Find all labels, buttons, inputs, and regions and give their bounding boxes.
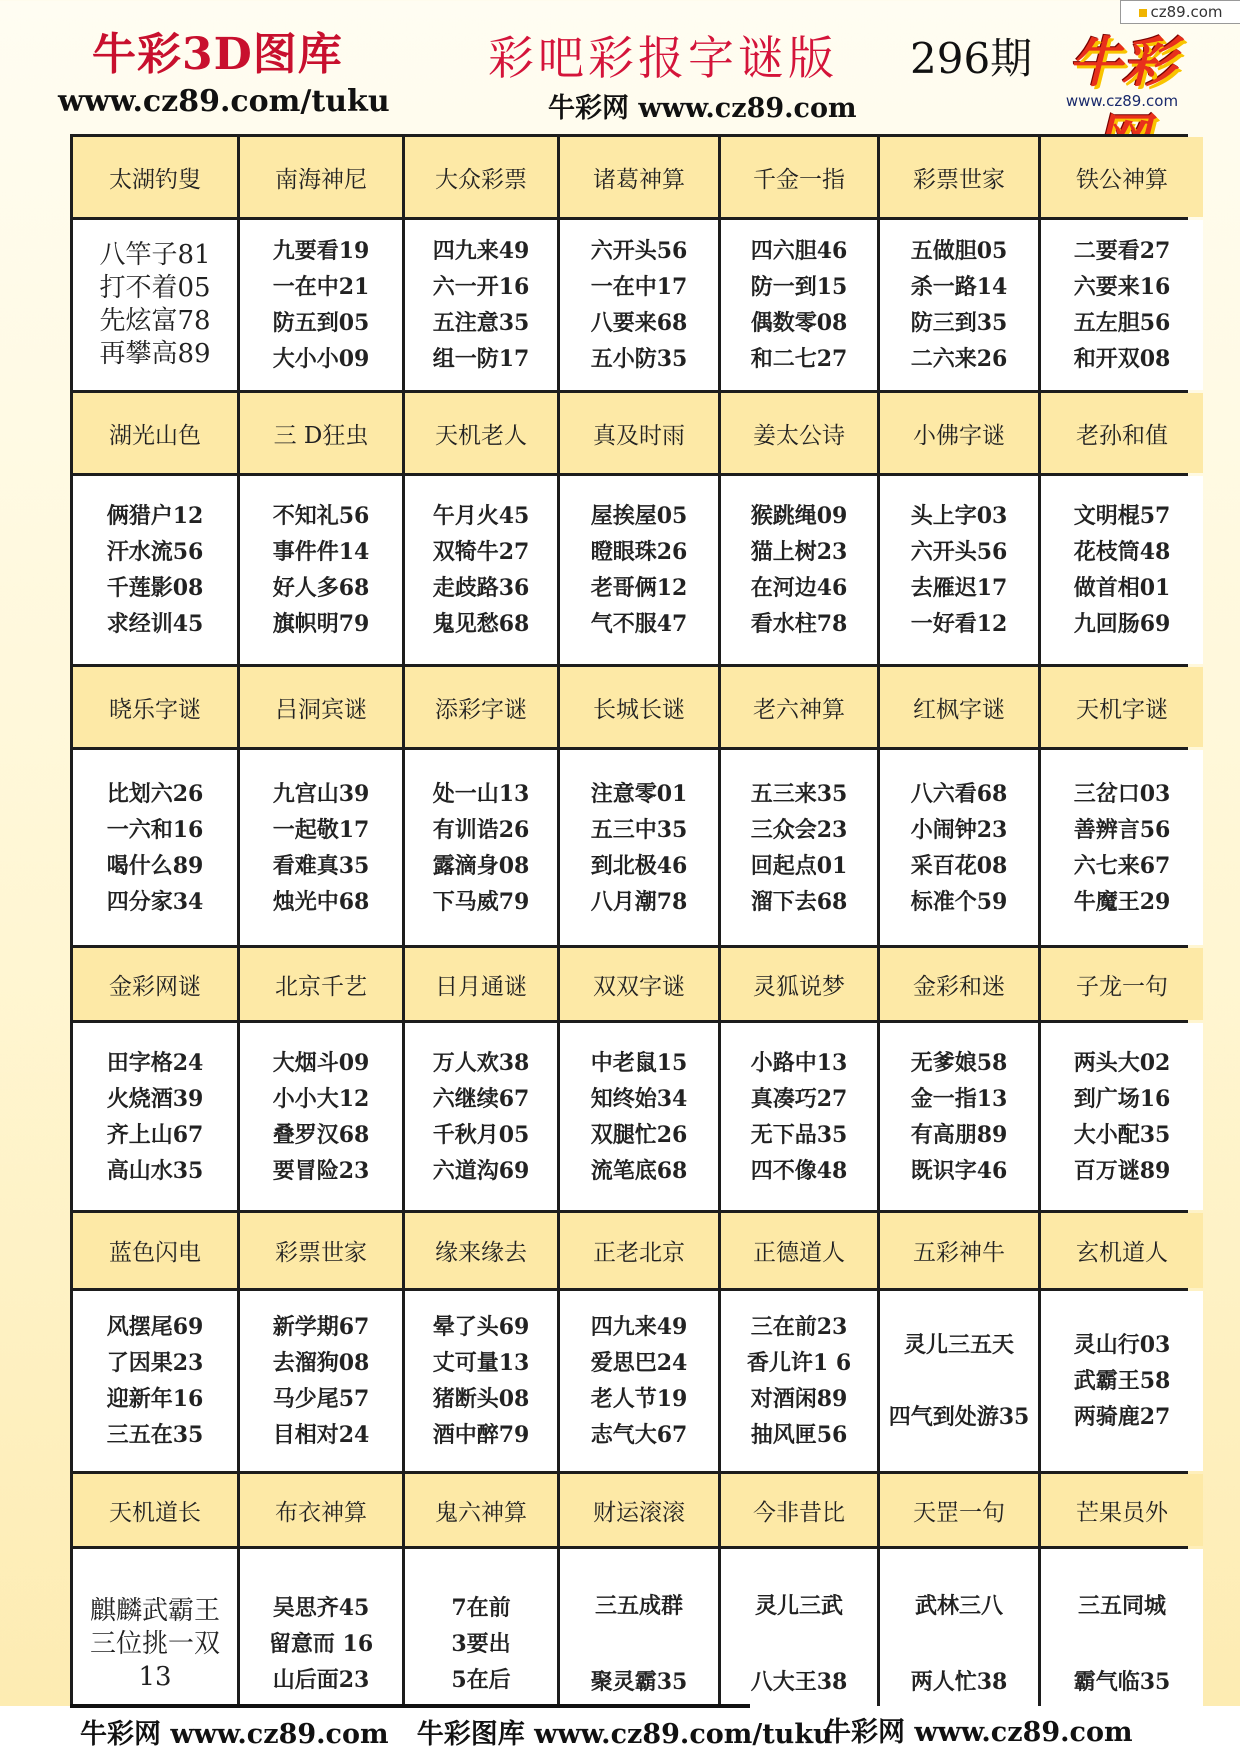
riddle-line: 标准个59 [910, 888, 1008, 915]
column-header: 日月通谜 [405, 948, 557, 1020]
riddle-cell [405, 1291, 557, 1471]
riddle-line: 双腿忙26 [590, 1121, 688, 1148]
riddle-line: 灵儿三五天 [903, 1332, 1014, 1358]
riddle-line: 六继续67 [432, 1085, 530, 1112]
column-header: 五彩神牛 [880, 1213, 1038, 1288]
riddle-line: 四不像48 [750, 1157, 848, 1184]
corner-badge-text: cz89.com [1150, 3, 1223, 21]
riddle-line: 抽风匣56 [750, 1422, 848, 1448]
riddle-line: 到广场16 [1073, 1085, 1171, 1112]
riddle-line: 中老鼠15 [590, 1049, 688, 1076]
column-header: 老六神算 [721, 667, 877, 747]
riddle-cell [1041, 750, 1203, 945]
site-url[interactable]: 牛彩网 www.cz89.com [548, 93, 857, 124]
column-header: 财运滚滚 [560, 1474, 718, 1546]
riddle-line: 再攀高89 [99, 339, 211, 369]
riddle-line: 新学期67 [272, 1314, 370, 1340]
riddle-line: 文明棍57 [1073, 503, 1171, 529]
riddle-line: 志气大67 [590, 1422, 688, 1448]
riddle-line: 注意零01 [590, 780, 688, 807]
issue-number: 296期 [910, 34, 1033, 83]
riddle-line: 无下品35 [750, 1121, 848, 1148]
riddle-cell [721, 1291, 877, 1471]
riddle-line: 两骑鹿27 [1073, 1404, 1171, 1430]
riddle-cell [73, 1291, 237, 1471]
riddle-line: 灵山行03 [1073, 1332, 1171, 1358]
riddle-line: 六道沟69 [432, 1157, 530, 1184]
edition-title: 彩吧彩报字谜版 [488, 31, 838, 85]
column-header: 天机字谜 [1041, 667, 1203, 747]
riddle-line: 千秋月05 [432, 1121, 530, 1148]
riddle-cell [721, 220, 877, 390]
riddle-line: 求经训45 [106, 611, 204, 637]
column-header: 晓乐字谜 [73, 667, 237, 747]
riddle-line: 万人欢38 [432, 1049, 530, 1076]
riddle-cell [1041, 476, 1203, 664]
footer-divider [70, 1704, 750, 1708]
column-header: 姜太公诗 [721, 393, 877, 473]
riddle-line: 杀一路14 [910, 274, 1008, 300]
riddle-line: 组一防17 [432, 346, 530, 372]
riddle-line: 四六胆46 [750, 238, 848, 264]
riddle-table [70, 134, 1188, 1712]
column-header: 太湖钓叟 [73, 137, 237, 217]
column-header: 天罡一句 [880, 1474, 1038, 1546]
riddle-line: 八大王38 [750, 1668, 848, 1695]
riddle-line: 三岔口03 [1073, 780, 1171, 807]
column-header: 玄机道人 [1041, 1213, 1203, 1288]
column-header: 老孙和值 [1041, 393, 1203, 473]
riddle-line: 对酒闲89 [750, 1386, 848, 1412]
column-header: 蓝色闪电 [73, 1213, 237, 1288]
column-header: 正德道人 [721, 1213, 877, 1288]
riddle-line: 晕了头69 [432, 1314, 530, 1340]
riddle-line: 老人节19 [590, 1386, 688, 1412]
column-header: 北京千艺 [240, 948, 402, 1020]
riddle-line: 5在后 [451, 1667, 511, 1693]
riddle-line: 事件件14 [272, 539, 370, 565]
column-header: 千金一指 [721, 137, 877, 217]
riddle-line: 高山水35 [106, 1157, 204, 1184]
column-header: 铁公神算 [1041, 137, 1203, 217]
riddle-line: 聚灵霸35 [590, 1668, 688, 1695]
riddle-line: 先炫富78 [99, 306, 211, 336]
riddle-line: 大烟斗09 [272, 1049, 370, 1076]
riddle-line: 真凑巧27 [750, 1085, 848, 1112]
riddle-line: 八竿子81 [99, 240, 211, 270]
riddle-line: 老哥俩12 [590, 575, 688, 601]
column-header: 天机道长 [73, 1474, 237, 1546]
riddle-line: 四九来49 [590, 1314, 688, 1340]
riddle-line: 二要看27 [1073, 238, 1171, 264]
riddle-line: 两人忙38 [910, 1668, 1008, 1695]
riddle-line: 头上字03 [910, 503, 1008, 529]
riddle-line: 溜下去68 [750, 888, 848, 915]
riddle-line: 一好看12 [910, 611, 1008, 637]
riddle-line: 要冒险23 [272, 1157, 370, 1184]
riddle-line: 六一开16 [432, 274, 530, 300]
column-header: 南海神尼 [240, 137, 402, 217]
riddle-cell [560, 750, 718, 945]
riddle-line: 打不着05 [99, 273, 211, 303]
riddle-cell [240, 750, 402, 945]
riddle-line: 大小配35 [1073, 1121, 1171, 1148]
riddle-cell [405, 1023, 557, 1210]
column-header: 金彩网谜 [73, 948, 237, 1020]
riddle-line: 猫上树23 [750, 539, 848, 565]
riddle-line: 武霸王58 [1073, 1368, 1171, 1394]
column-header: 子龙一句 [1041, 948, 1203, 1020]
riddle-line: 和开双08 [1073, 346, 1171, 372]
riddle-line: 7在前 [451, 1595, 511, 1621]
riddle-line: 防五到05 [272, 310, 370, 336]
column-header: 灵狐说梦 [721, 948, 877, 1020]
riddle-line: 一起敬17 [272, 816, 370, 843]
riddle-line: 齐上山67 [106, 1121, 204, 1148]
footer-right-link[interactable]: 牛彩网 www.cz89.com [824, 1717, 1133, 1748]
riddle-line: 风摆尾69 [106, 1314, 204, 1340]
riddle-line: 五小防35 [590, 346, 688, 372]
riddle-line: 一在中21 [272, 274, 370, 300]
riddle-line: 防三到35 [910, 310, 1008, 336]
riddle-cell [880, 750, 1038, 945]
riddle-line: 和二七27 [750, 346, 848, 372]
column-header: 长城长谜 [560, 667, 718, 747]
column-header: 红枫字谜 [880, 667, 1038, 747]
riddle-line: 善辨言56 [1073, 816, 1171, 843]
riddle-line: 好人多68 [272, 575, 370, 601]
column-header: 今非昔比 [721, 1474, 877, 1546]
riddle-line: 回起点01 [750, 852, 848, 879]
riddle-line: 四九来49 [432, 238, 530, 264]
riddle-cell [405, 220, 557, 390]
riddle-line: 做首相01 [1073, 575, 1171, 601]
riddle-line: 五注意35 [432, 310, 530, 336]
riddle-line: 下马威79 [432, 888, 530, 915]
riddle-line: 八月潮78 [590, 888, 688, 915]
riddle-line: 双犄牛27 [432, 539, 530, 565]
riddle-line: 3要出 [451, 1631, 511, 1657]
riddle-line: 牛魔王29 [1073, 888, 1171, 915]
column-header: 彩票世家 [240, 1213, 402, 1288]
riddle-line: 叠罗汉68 [272, 1121, 370, 1148]
riddle-cell [880, 220, 1038, 390]
riddle-cell [1041, 220, 1203, 390]
riddle-line: 留意而 16 [268, 1631, 374, 1657]
riddle-line: 三五在35 [106, 1422, 204, 1448]
corner-badge[interactable] [1120, 0, 1240, 24]
riddle-line: 香儿许1 6 [746, 1350, 852, 1376]
riddle-line: 爱思巴24 [590, 1350, 688, 1376]
riddle-line: 比划六26 [106, 780, 204, 807]
riddle-line: 六七来67 [1073, 852, 1171, 879]
riddle-line: 九宫山39 [272, 780, 370, 807]
column-header: 天机老人 [405, 393, 557, 473]
riddle-cell [880, 476, 1038, 664]
riddle-line: 防一到15 [750, 274, 848, 300]
riddle-line: 二六来26 [910, 346, 1008, 372]
riddle-line: 九回肠69 [1073, 611, 1171, 637]
column-header: 吕洞宾谜 [240, 667, 402, 747]
riddle-cell [1041, 1023, 1203, 1210]
riddle-line: 三在前23 [750, 1314, 848, 1340]
riddle-line: 在河边46 [750, 575, 848, 601]
riddle-line: 田字格24 [106, 1049, 204, 1076]
riddle-line: 吴思齐45 [272, 1595, 370, 1621]
column-header: 芒果员外 [1041, 1474, 1203, 1546]
riddle-line: 知终始34 [590, 1085, 688, 1112]
riddle-line: 猴跳绳09 [750, 503, 848, 529]
column-header: 彩票世家 [880, 137, 1038, 217]
riddle-line: 九要看19 [272, 238, 370, 264]
riddle-line: 有训诰26 [432, 816, 530, 843]
riddle-cell [560, 1023, 718, 1210]
riddle-line: 去溜狗08 [272, 1350, 370, 1376]
column-header: 双双字谜 [560, 948, 718, 1020]
riddle-cell [405, 750, 557, 945]
riddle-line: 走歧路36 [432, 575, 530, 601]
riddle-line: 五左胆56 [1073, 310, 1171, 336]
riddle-cell [1041, 1291, 1203, 1471]
riddle-line: 无爹娘58 [910, 1049, 1008, 1076]
riddle-line: 露滴身08 [432, 852, 530, 879]
column-header: 真及时雨 [560, 393, 718, 473]
riddle-line: 五三中35 [590, 816, 688, 843]
column-header: 添彩字谜 [405, 667, 557, 747]
column-header: 正老北京 [560, 1213, 718, 1288]
riddle-line: 马少尾57 [272, 1386, 370, 1412]
riddle-cell [721, 750, 877, 945]
logo-url: www.cz89.com [1065, 92, 1179, 110]
riddle-line: 小路中13 [750, 1049, 848, 1076]
column-header: 诸葛神算 [560, 137, 718, 217]
riddle-line: 四气到处游35 [888, 1404, 1030, 1430]
column-header: 大众彩票 [405, 137, 557, 217]
riddle-line: 烛光中68 [272, 888, 370, 915]
riddle-cell [73, 220, 237, 390]
riddle-line: 汗水流56 [106, 539, 204, 565]
column-header: 湖光山色 [73, 393, 237, 473]
riddle-cell [560, 1291, 718, 1471]
riddle-line: 六开头56 [590, 238, 688, 264]
riddle-cell [721, 1023, 877, 1210]
brand-url[interactable]: www.cz89.com/tuku [58, 84, 390, 119]
riddle-line: 百万谜89 [1073, 1157, 1171, 1184]
riddle-line: 火烧酒39 [106, 1085, 204, 1112]
riddle-line: 四分家34 [106, 888, 204, 915]
riddle-line: 武林三八 [914, 1593, 1003, 1620]
riddle-line: 五做胆05 [910, 238, 1008, 264]
site-logo [1042, 20, 1202, 116]
riddle-line: 处一山13 [432, 780, 530, 807]
riddle-line: 丈可量13 [432, 1350, 530, 1376]
riddle-line: 小小大12 [272, 1085, 370, 1112]
riddle-cell [73, 1023, 237, 1210]
riddle-line: 迎新年16 [106, 1386, 204, 1412]
riddle-line: 13 [138, 1661, 172, 1692]
riddle-cell [560, 220, 718, 390]
riddle-line: 一六和16 [106, 816, 204, 843]
riddle-line: 午月火45 [432, 503, 530, 529]
riddle-line: 看难真35 [272, 852, 370, 879]
riddle-line: 去雁迟17 [910, 575, 1008, 601]
riddle-line: 灵儿三武 [754, 1593, 843, 1620]
column-header: 三 D狂虫 [240, 393, 402, 473]
riddle-line: 小闹钟23 [910, 816, 1008, 843]
riddle-cell [880, 1291, 1038, 1471]
riddle-line: 山后面23 [272, 1667, 370, 1693]
riddle-cell [560, 476, 718, 664]
riddle-line: 偶数零08 [750, 310, 848, 336]
riddle-cell [240, 476, 402, 664]
riddle-line: 旗帜明79 [272, 611, 370, 637]
page-header [0, 0, 1240, 130]
riddle-line: 六要来16 [1073, 274, 1171, 300]
riddle-line: 两头大02 [1073, 1049, 1171, 1076]
column-header: 鬼六神算 [405, 1474, 557, 1546]
riddle-line: 五三来35 [750, 780, 848, 807]
riddle-line: 三位挑一双 [89, 1628, 220, 1659]
riddle-cell [240, 1291, 402, 1471]
riddle-line: 了因果23 [106, 1350, 204, 1376]
riddle-cell [240, 220, 402, 390]
footer-left-links[interactable]: 牛彩网 www.cz89.com 牛彩图库 www.cz89.com/tuku [80, 1719, 833, 1750]
riddle-line: 瞪眼珠26 [590, 539, 688, 565]
riddle-line: 花枝筒48 [1073, 539, 1171, 565]
riddle-cell [721, 476, 877, 664]
riddle-line: 目相对24 [272, 1422, 370, 1448]
riddle-line: 三众会23 [750, 816, 848, 843]
riddle-line: 三五成群 [594, 1593, 683, 1620]
brand-title: 牛彩3D图库 [92, 29, 343, 80]
riddle-cell [405, 476, 557, 664]
riddle-line: 六开头56 [910, 539, 1008, 565]
logo-text: 牛彩 [1068, 30, 1176, 94]
riddle-cell [73, 750, 237, 945]
column-header: 缘来缘去 [405, 1213, 557, 1288]
riddle-line: 俩猎户12 [106, 503, 204, 529]
riddle-line: 霸气临35 [1073, 1668, 1171, 1695]
riddle-line: 不知礼56 [272, 503, 370, 529]
riddle-line: 有高朋89 [910, 1121, 1008, 1148]
riddle-line: 到北极46 [590, 852, 688, 879]
riddle-line: 酒中醉79 [432, 1422, 530, 1448]
riddle-line: 屋挨屋05 [590, 503, 688, 529]
column-header: 金彩和迷 [880, 948, 1038, 1020]
riddle-line: 看水柱78 [750, 611, 848, 637]
riddle-line: 鬼见愁68 [432, 611, 530, 637]
riddle-line: 猪断头08 [432, 1386, 530, 1412]
riddle-cell [73, 476, 237, 664]
riddle-line: 三五同城 [1077, 1593, 1166, 1620]
riddle-cell [880, 1023, 1038, 1210]
riddle-line: 流笔底68 [590, 1157, 688, 1184]
riddle-line: 采百花08 [910, 852, 1008, 879]
column-header: 小佛字谜 [880, 393, 1038, 473]
riddle-line: 既识字46 [910, 1157, 1008, 1184]
riddle-cell [240, 1023, 402, 1210]
riddle-line: 千莲影08 [106, 575, 204, 601]
riddle-line: 麒麟武霸王 [89, 1595, 220, 1626]
riddle-line: 金一指13 [910, 1085, 1008, 1112]
riddle-line: 八要来68 [590, 310, 688, 336]
riddle-line: 大小小09 [272, 346, 370, 372]
riddle-line: 一在中17 [590, 274, 688, 300]
riddle-line: 八六看68 [910, 780, 1008, 807]
riddle-line: 气不服47 [590, 611, 688, 637]
riddle-line: 喝什么89 [106, 852, 204, 879]
badge-dot-icon [1139, 9, 1147, 17]
column-header: 布衣神算 [240, 1474, 402, 1546]
